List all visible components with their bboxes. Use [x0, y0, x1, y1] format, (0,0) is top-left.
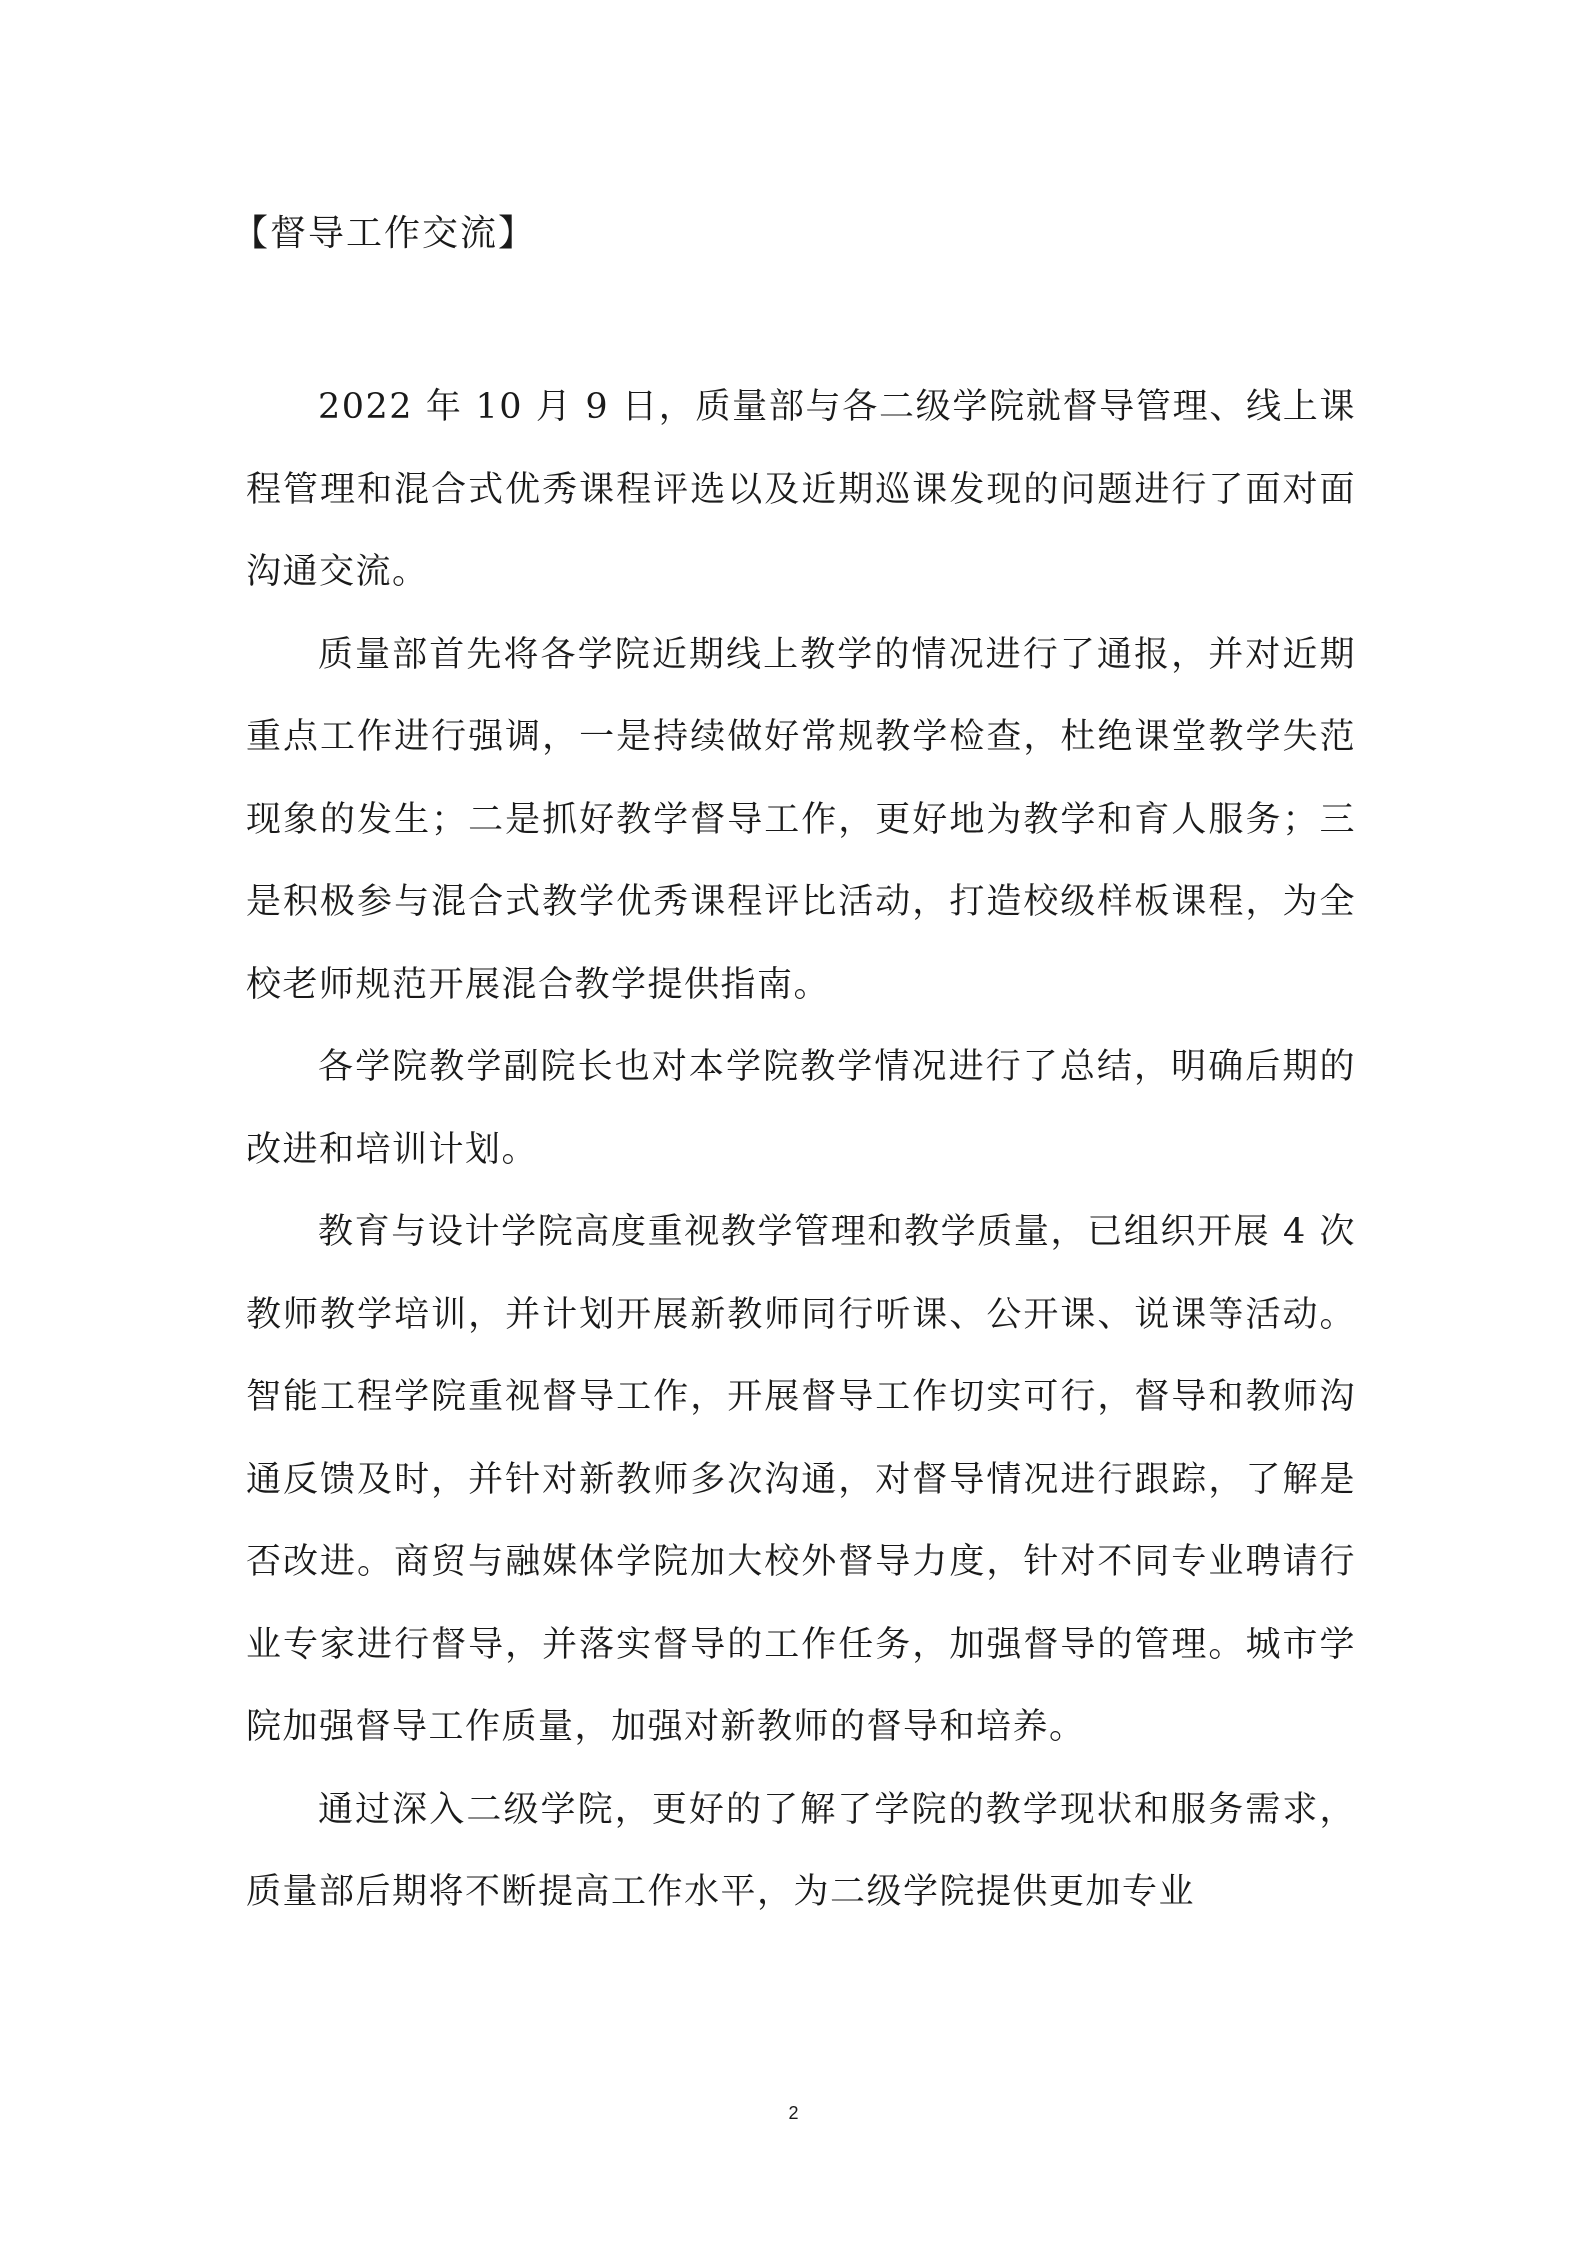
paragraph-3: 各学院教学副院长也对本学院教学情况进行了总结，明确后期的改进和培训计划。 [246, 1047, 1356, 1170]
section-heading: 【督导工作交流】 [232, 213, 537, 254]
paragraph-5: 通过深入二级学院，更好的了解了学院的教学现状和服务需求，质量部后期将不断提高工作水平，为二级学院提供更加专业 [246, 1789, 1356, 1912]
paragraph-2: 质量部首先将各学院近期线上教学的情况进行了通报，并对近期重点工作进行强调，一是持续做好常规教学检查，杜绝课堂教学失范现象的发生；二是抓好教学督导工作，更好地为教学和育人服务；三是积极参与混合式教学优秀课程评比活动，打造校级样板课程，为全校老师规范开展混合教学提供指南。 [246, 634, 1356, 1005]
page-number: 2 [788, 2103, 799, 2123]
paragraph-4: 教育与设计学院高度重视教学管理和教学质量，已组织开展 4 次教师教学培训，并计划开展新教师同行听课、公开课、说课等活动。智能工程学院重视督导工作，开展督导工作切实可行，督导和教师沟通反馈及时，并针对新教师多次沟通，对督导情况进行跟踪，了解是否改进。商贸与融媒体学院加大校外督导力度，针对不同专业聘请行业专家进行督导，并落实督导的工作任务，加强督导的管理。城市学院加强督导工作质量，加强对新教师的督导和培养。 [246, 1212, 1356, 1747]
paragraph-1: 2022 年 10 月 9 日，质量部与各二级学院就督导管理、线上课程管理和混合式优秀课程评选以及近期巡课发现的问题进行了面对面沟通交流。 [246, 387, 1356, 592]
body-text [246, 366, 1356, 1934]
